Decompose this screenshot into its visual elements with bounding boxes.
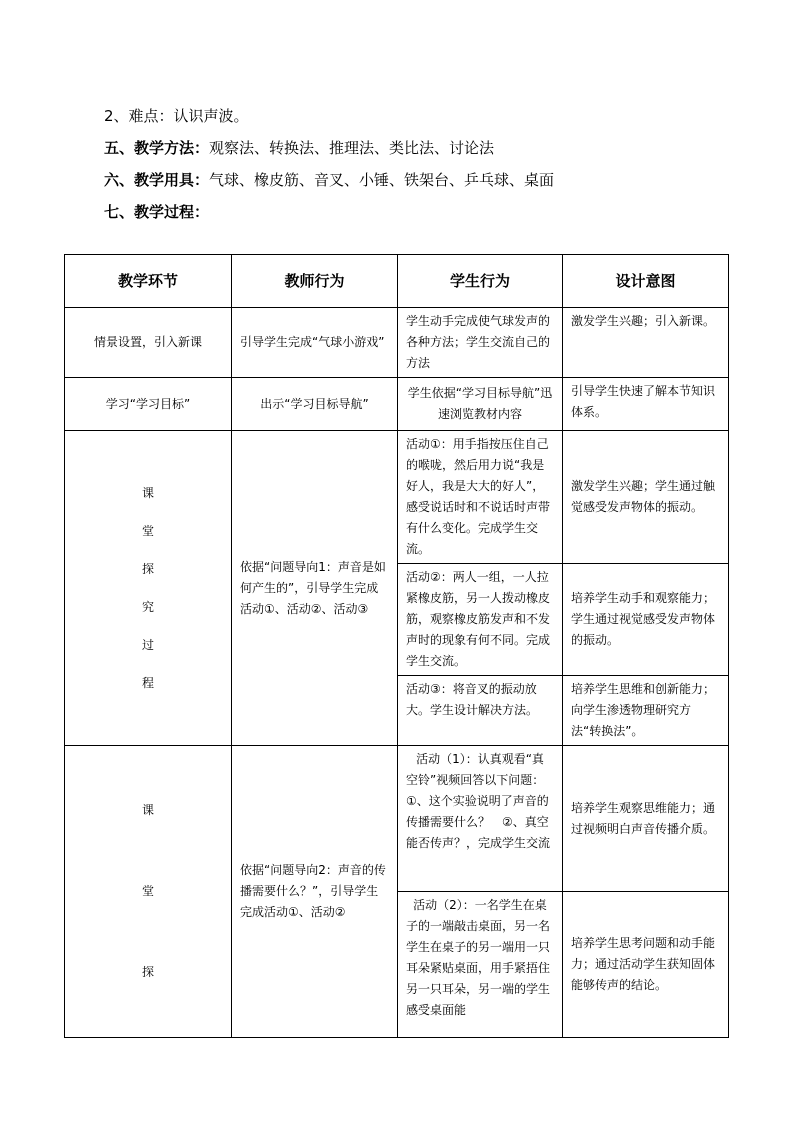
stage-char: 堂 [141, 523, 154, 538]
block2-stage [65, 746, 232, 1038]
methods-line [104, 132, 744, 164]
activity3-student: 活动③：将音叉的振动放大。学生设计解决方法。 [398, 676, 563, 746]
stage-char: 究 [141, 599, 154, 614]
table-row [65, 378, 729, 431]
methods-text: 观察法、转换法、推理法、类比法、讨论法 [209, 139, 495, 157]
row1-student: 学生动手完成使气球发声的各种方法；学生交流自己的方法 [398, 308, 563, 378]
block1-stage-chars [73, 483, 223, 694]
activity2-intent: 培养学生动手和观察能力；学生通过视觉感受发声物体的振动。 [563, 564, 729, 676]
table-row [65, 746, 729, 892]
activity-b1-intent: 培养学生观察思维能力；通过视频明白声音传播介质。 [563, 746, 729, 892]
row1-stage: 情景设置，引入新课 [65, 308, 232, 378]
stage-char: 课 [141, 803, 154, 817]
activity-b1-body: 空铃”视频回答以下问题：①、这个实验说明了声音的传播需要什么？ ②、真空能否传声？，完成学生交流 [406, 773, 551, 850]
tools-line [104, 164, 744, 196]
methods-label: 五、教学方法： [104, 139, 210, 157]
table-header-row [65, 255, 729, 308]
activity1-intent: 激发学生兴趣；学生通过触觉感受发声物体的振动。 [563, 431, 729, 564]
header-intent: 设计意图 [563, 255, 729, 308]
activity-b2-student [398, 892, 563, 1038]
tools-label: 六、教学用具： [104, 171, 210, 189]
header-student: 学生行为 [398, 255, 563, 308]
tools-text: 气球、橡皮筋、音叉、小锤、铁架台、乒乓球、桌面 [209, 171, 555, 189]
activity-b1-title: 活动（1）：认真观看“真 [416, 752, 544, 766]
block1-teacher: 依据“问题导向1：声音是如何产生的”，引导学生完成活动①、活动②、活动③ [232, 431, 398, 746]
activity-b1-student [398, 746, 563, 892]
activity-b2-intent: 培养学生思考问题和动手能力；通过活动学生获知固体能够传声的结论。 [563, 892, 729, 1038]
row1-intent: 激发学生兴趣；引入新课。 [563, 308, 729, 378]
stage-char: 程 [141, 675, 154, 690]
header-stage: 教学环节 [65, 255, 232, 308]
table-row [65, 308, 729, 378]
activity1-student: 活动①：用手指按压住自己的喉咙，然后用力说“我是好人，我是大大的好人”，感受说话时和不说话时声带有什么变化。完成学生交流。 [398, 431, 563, 564]
row2-teacher: 出示“学习目标导航” [232, 378, 398, 431]
block1-stage [65, 431, 232, 746]
row2-intent: 引导学生快速了解本节知识体系。 [563, 378, 729, 431]
row2-stage: 学习“学习目标” [65, 378, 232, 431]
block2-teacher: 依据“问题导向2：声音的传播需要什么？”，引导学生完成活动①、活动② [232, 746, 398, 1038]
process-line [104, 196, 744, 228]
row2-student: 学生依据“学习目标导航”迅速浏览教材内容 [398, 378, 563, 431]
activity-b2-body: 子的一端敲击桌面，另一名学生在桌子的另一端用一只耳朵紧贴桌面，用手紧捂住另一只耳朵，另一端的学生感受桌面能 [406, 919, 551, 1017]
row1-teacher: 引导学生完成“气球小游戏” [232, 308, 398, 378]
intro-section [104, 100, 744, 228]
header-teacher: 教师行为 [232, 255, 398, 308]
difficulty-line: 2、难点：认识声波。 [104, 107, 249, 125]
table-row [65, 431, 729, 564]
teaching-process-table [64, 254, 729, 1038]
stage-char: 课 [141, 485, 154, 500]
block2-stage-chars [73, 800, 223, 983]
stage-char: 探 [141, 561, 154, 576]
process-label: 七、教学过程： [104, 203, 210, 221]
activity2-student: 活动②：两人一组，一人拉紧橡皮筋，另一人拨动橡皮筋，观察橡皮筋发声和不发声时的现象有何不同。完成学生交流。 [398, 564, 563, 676]
activity-b2-title: 活动（2）：一名学生在桌 [413, 898, 547, 912]
stage-char: 堂 [141, 884, 154, 898]
stage-char: 探 [141, 965, 154, 979]
activity3-intent: 培养学生思维和创新能力；向学生渗透物理研究方法“转换法”。 [563, 676, 729, 746]
stage-char: 过 [141, 637, 154, 652]
